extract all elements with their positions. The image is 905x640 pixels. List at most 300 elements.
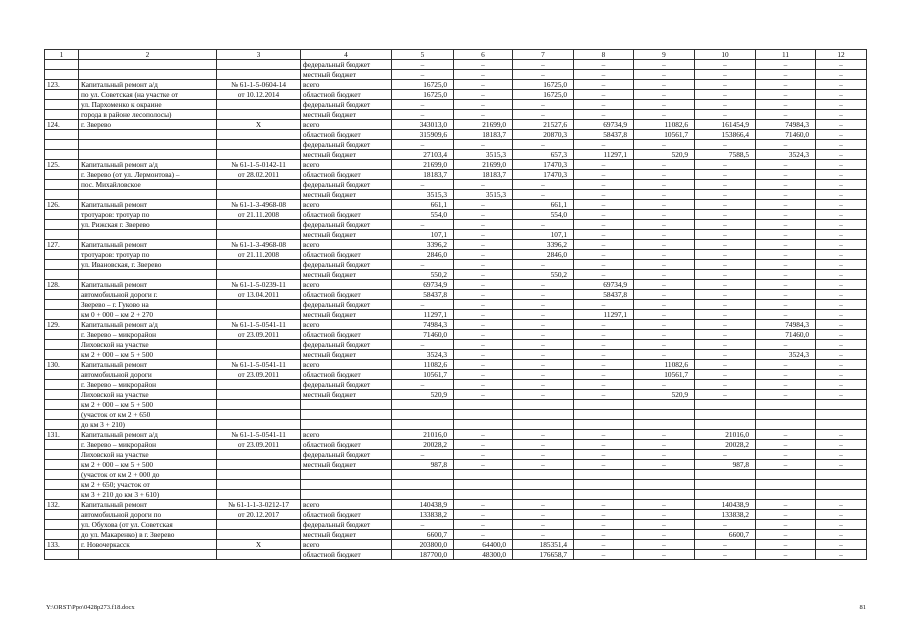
column-header: 11	[756, 50, 816, 60]
amount-cell	[816, 480, 867, 490]
funding-source-cell: областной бюджет	[301, 90, 392, 100]
amount-cell: –	[574, 270, 634, 280]
document-cell	[217, 350, 301, 360]
amount-cell: –	[695, 310, 756, 320]
row-number-cell	[45, 400, 79, 410]
row-number-cell	[45, 110, 79, 120]
amount-cell	[392, 410, 454, 420]
row-number-cell: 124.	[45, 120, 79, 130]
amount-cell: 69734,9	[574, 120, 634, 130]
amount-cell: –	[816, 450, 867, 460]
amount-cell: –	[392, 70, 454, 80]
object-name-cell: города в районе лесополосы)	[79, 110, 217, 120]
amount-cell: –	[454, 140, 513, 150]
table-row	[45, 460, 867, 470]
amount-cell: –	[513, 350, 574, 360]
amount-cell: 661,1	[513, 200, 574, 210]
amount-cell: 987,8	[695, 460, 756, 470]
amount-cell: –	[574, 70, 634, 80]
funding-source-cell: местный бюджет	[301, 350, 392, 360]
table-row	[45, 360, 867, 370]
amount-cell: –	[816, 250, 867, 260]
amount-cell: –	[574, 370, 634, 380]
amount-cell	[454, 490, 513, 500]
amount-cell: –	[513, 440, 574, 450]
row-number-cell	[45, 220, 79, 230]
amount-cell: –	[392, 110, 454, 120]
amount-cell: –	[634, 230, 695, 240]
amount-cell: –	[513, 380, 574, 390]
amount-cell: –	[634, 300, 695, 310]
file-path-footer: Y:\ORST\Ppo\0428p273.f18.docx	[46, 604, 135, 611]
document-cell: X	[217, 120, 301, 130]
row-number-cell	[45, 210, 79, 220]
amount-cell: –	[816, 340, 867, 350]
amount-cell	[574, 410, 634, 420]
amount-cell: –	[454, 390, 513, 400]
amount-cell: –	[816, 360, 867, 370]
object-name-cell: Капитальный ремонт а/д	[79, 320, 217, 330]
amount-cell: –	[695, 240, 756, 250]
object-name-cell: Капитальный ремонт	[79, 360, 217, 370]
funding-source-cell	[301, 470, 392, 480]
amount-cell: –	[756, 310, 816, 320]
document-cell: от 23.09.2011	[217, 370, 301, 380]
document-cell	[217, 530, 301, 540]
amount-cell: –	[513, 110, 574, 120]
amount-cell: –	[816, 150, 867, 160]
amount-cell	[634, 480, 695, 490]
object-name-cell: км 0 + 000 – км 2 + 270	[79, 310, 217, 320]
row-number-cell	[45, 380, 79, 390]
row-number-cell	[45, 90, 79, 100]
table-row	[45, 190, 867, 200]
object-name-cell: г. Зверево – микрорайон	[79, 330, 217, 340]
document-cell	[217, 300, 301, 310]
amount-cell: –	[816, 270, 867, 280]
document-cell	[217, 230, 301, 240]
amount-cell: –	[454, 80, 513, 90]
amount-cell: –	[574, 180, 634, 190]
funding-source-cell: всего	[301, 320, 392, 330]
funding-source-cell: областной бюджет	[301, 510, 392, 520]
row-number-cell	[45, 390, 79, 400]
amount-cell: 21699,0	[454, 160, 513, 170]
amount-cell: –	[695, 90, 756, 100]
amount-cell: –	[634, 140, 695, 150]
amount-cell: 203800,0	[392, 540, 454, 550]
amount-cell	[454, 470, 513, 480]
amount-cell: –	[816, 520, 867, 530]
amount-cell: 27103,4	[392, 150, 454, 160]
amount-cell: –	[695, 320, 756, 330]
amount-cell: –	[513, 330, 574, 340]
amount-cell: –	[816, 240, 867, 250]
funding-source-cell: федеральный бюджет	[301, 520, 392, 530]
amount-cell: 16725,0	[392, 80, 454, 90]
amount-cell: –	[634, 90, 695, 100]
amount-cell: –	[574, 90, 634, 100]
amount-cell: –	[574, 450, 634, 460]
table-row	[45, 430, 867, 440]
amount-cell: –	[574, 250, 634, 260]
amount-cell: –	[574, 140, 634, 150]
funding-source-cell: областной бюджет	[301, 130, 392, 140]
amount-cell: –	[574, 540, 634, 550]
document-cell	[217, 400, 301, 410]
column-header: 2	[79, 50, 217, 60]
table-row	[45, 480, 867, 490]
object-name-cell	[79, 70, 217, 80]
table-row	[45, 510, 867, 520]
amount-cell: –	[574, 430, 634, 440]
amount-cell: –	[756, 240, 816, 250]
amount-cell: –	[816, 220, 867, 230]
amount-cell: –	[756, 510, 816, 520]
amount-cell	[454, 420, 513, 430]
table-row	[45, 320, 867, 330]
amount-cell: –	[756, 250, 816, 260]
amount-cell: 3396,2	[392, 240, 454, 250]
amount-cell: 20028,2	[695, 440, 756, 450]
object-name-cell	[79, 140, 217, 150]
row-number-cell	[45, 140, 79, 150]
amount-cell: –	[634, 160, 695, 170]
document-cell: № 61-1-5-0541-11	[217, 430, 301, 440]
amount-cell: –	[634, 500, 695, 510]
document-cell	[217, 110, 301, 120]
amount-cell: 3515,3	[454, 150, 513, 160]
amount-cell: –	[392, 520, 454, 530]
amount-cell: 71460,0	[756, 130, 816, 140]
object-name-cell: Лиховской на участке	[79, 450, 217, 460]
object-name-cell: км 2 + 000 – км 5 + 500	[79, 460, 217, 470]
amount-cell: –	[634, 180, 695, 190]
amount-cell: –	[756, 160, 816, 170]
table-row	[45, 250, 867, 260]
row-number-cell: 127.	[45, 240, 79, 250]
amount-cell: –	[695, 450, 756, 460]
document-cell: № 61-1-1-3-0212-17	[217, 500, 301, 510]
table-row	[45, 210, 867, 220]
funding-source-cell: местный бюджет	[301, 110, 392, 120]
funding-source-cell: областной бюджет	[301, 550, 392, 560]
amount-cell: 58437,8	[392, 290, 454, 300]
document-cell: № 61-1-5-0541-11	[217, 360, 301, 370]
amount-cell: –	[756, 210, 816, 220]
amount-cell: –	[392, 300, 454, 310]
amount-cell: –	[756, 370, 816, 380]
amount-cell: –	[634, 60, 695, 70]
amount-cell: –	[454, 300, 513, 310]
amount-cell: 21016,0	[392, 430, 454, 440]
amount-cell	[513, 490, 574, 500]
table-row	[45, 310, 867, 320]
amount-cell: –	[816, 230, 867, 240]
funding-source-cell: областной бюджет	[301, 370, 392, 380]
amount-cell: –	[574, 360, 634, 370]
amount-cell: –	[634, 110, 695, 120]
object-name-cell: ул. Ивановская, г. Зверево	[79, 260, 217, 270]
row-number-cell	[45, 190, 79, 200]
funding-source-cell: федеральный бюджет	[301, 60, 392, 70]
amount-cell: –	[513, 260, 574, 270]
amount-cell: –	[513, 140, 574, 150]
amount-cell: –	[695, 220, 756, 230]
amount-cell: –	[454, 520, 513, 530]
table-row	[45, 160, 867, 170]
table-row	[45, 110, 867, 120]
amount-cell: 71460,0	[392, 330, 454, 340]
row-number-cell	[45, 420, 79, 430]
amount-cell: –	[454, 260, 513, 270]
amount-cell: –	[574, 340, 634, 350]
amount-cell: –	[574, 510, 634, 520]
amount-cell: –	[695, 170, 756, 180]
amount-cell: 520,9	[392, 390, 454, 400]
amount-cell: –	[454, 200, 513, 210]
amount-cell: –	[756, 390, 816, 400]
amount-cell: –	[816, 190, 867, 200]
row-number-cell	[45, 490, 79, 500]
document-cell	[217, 190, 301, 200]
amount-cell: 2846,0	[513, 250, 574, 260]
table-row	[45, 150, 867, 160]
amount-cell: –	[454, 180, 513, 190]
amount-cell: –	[454, 230, 513, 240]
amount-cell: –	[816, 60, 867, 70]
object-name-cell	[79, 230, 217, 240]
amount-cell: –	[634, 450, 695, 460]
amount-cell: –	[695, 270, 756, 280]
row-number-cell: 131.	[45, 430, 79, 440]
funding-source-cell: местный бюджет	[301, 70, 392, 80]
document-cell	[217, 460, 301, 470]
amount-cell: –	[756, 520, 816, 530]
amount-cell: 153866,4	[695, 130, 756, 140]
object-name-cell: автомобильной дороги г.	[79, 290, 217, 300]
document-cell	[217, 480, 301, 490]
amount-cell: –	[756, 340, 816, 350]
row-number-cell	[45, 450, 79, 460]
funding-source-cell: федеральный бюджет	[301, 300, 392, 310]
amount-cell: –	[454, 70, 513, 80]
document-cell	[217, 150, 301, 160]
object-name-cell: км 2 + 000 – км 5 + 500	[79, 400, 217, 410]
amount-cell	[695, 490, 756, 500]
amount-cell: –	[574, 200, 634, 210]
amount-cell: –	[816, 170, 867, 180]
object-name-cell: (участок от км 2 + 650	[79, 410, 217, 420]
object-name-cell	[79, 270, 217, 280]
table-row	[45, 370, 867, 380]
amount-cell: 74984,3	[392, 320, 454, 330]
amount-cell: –	[816, 200, 867, 210]
amount-cell	[695, 470, 756, 480]
amount-cell	[513, 400, 574, 410]
column-header: 8	[574, 50, 634, 60]
document-page	[44, 49, 866, 560]
funding-source-cell: областной бюджет	[301, 250, 392, 260]
column-header: 6	[454, 50, 513, 60]
row-number-cell: 123.	[45, 80, 79, 90]
amount-cell: –	[454, 250, 513, 260]
funding-source-cell: всего	[301, 120, 392, 130]
amount-cell: –	[695, 200, 756, 210]
document-cell: № 61-1-3-4968-08	[217, 240, 301, 250]
amount-cell: –	[634, 70, 695, 80]
column-header: 3	[217, 50, 301, 60]
object-name-cell: ул. Рижская г. Зверево	[79, 220, 217, 230]
amount-cell: –	[454, 430, 513, 440]
amount-cell: 10561,7	[392, 370, 454, 380]
amount-cell: –	[392, 180, 454, 190]
amount-cell: –	[574, 550, 634, 560]
funding-source-cell: областной бюджет	[301, 290, 392, 300]
row-number-cell	[45, 470, 79, 480]
amount-cell: –	[695, 80, 756, 90]
amount-cell: –	[454, 340, 513, 350]
amount-cell: –	[513, 430, 574, 440]
table-row	[45, 90, 867, 100]
funding-source-cell: всего	[301, 200, 392, 210]
table-row	[45, 260, 867, 270]
amount-cell: –	[695, 390, 756, 400]
amount-cell: –	[454, 60, 513, 70]
amount-cell: 133838,2	[695, 510, 756, 520]
funding-source-cell: местный бюджет	[301, 270, 392, 280]
amount-cell: –	[392, 100, 454, 110]
document-cell: № 61-1-5-0142-11	[217, 160, 301, 170]
amount-cell: 11082,6	[392, 360, 454, 370]
column-header: 7	[513, 50, 574, 60]
amount-cell: –	[513, 370, 574, 380]
object-name-cell	[79, 60, 217, 70]
object-name-cell	[79, 130, 217, 140]
document-cell	[217, 340, 301, 350]
amount-cell: –	[634, 510, 695, 520]
amount-cell	[756, 470, 816, 480]
amount-cell: 7588,5	[695, 150, 756, 160]
column-header: 4	[301, 50, 392, 60]
amount-cell: –	[634, 380, 695, 390]
row-number-cell	[45, 460, 79, 470]
amount-cell: 520,9	[634, 390, 695, 400]
amount-cell: –	[816, 110, 867, 120]
funding-source-cell: всего	[301, 360, 392, 370]
amount-cell: –	[454, 240, 513, 250]
amount-cell: –	[513, 390, 574, 400]
amount-cell: –	[695, 180, 756, 190]
amount-cell: –	[634, 330, 695, 340]
table-row	[45, 220, 867, 230]
document-cell	[217, 310, 301, 320]
amount-cell	[756, 480, 816, 490]
amount-cell: –	[454, 280, 513, 290]
amount-cell: –	[574, 350, 634, 360]
amount-cell: –	[695, 550, 756, 560]
amount-cell: 3396,2	[513, 240, 574, 250]
row-number-cell: 128.	[45, 280, 79, 290]
row-number-cell: 125.	[45, 160, 79, 170]
amount-cell: 17470,3	[513, 160, 574, 170]
amount-cell: 21699,0	[392, 160, 454, 170]
table-row	[45, 540, 867, 550]
document-cell	[217, 420, 301, 430]
amount-cell: –	[756, 540, 816, 550]
amount-cell: –	[513, 520, 574, 530]
amount-cell	[756, 420, 816, 430]
amount-cell: –	[756, 450, 816, 460]
object-name-cell: Капитальный ремонт а/д	[79, 160, 217, 170]
funding-source-cell: всего	[301, 80, 392, 90]
amount-cell: –	[756, 70, 816, 80]
amount-cell: –	[574, 300, 634, 310]
table-row	[45, 500, 867, 510]
amount-cell: –	[454, 90, 513, 100]
amount-cell: –	[756, 440, 816, 450]
amount-cell: 3515,3	[454, 190, 513, 200]
amount-cell: 10561,7	[634, 130, 695, 140]
document-cell	[217, 130, 301, 140]
amount-cell: –	[513, 530, 574, 540]
amount-cell: –	[513, 70, 574, 80]
amount-cell: –	[816, 140, 867, 150]
amount-cell: –	[695, 360, 756, 370]
amount-cell: –	[695, 100, 756, 110]
amount-cell: 133838,2	[392, 510, 454, 520]
row-number-cell	[45, 440, 79, 450]
amount-cell: –	[695, 260, 756, 270]
amount-cell: –	[574, 320, 634, 330]
amount-cell: –	[816, 210, 867, 220]
funding-source-cell: местный бюджет	[301, 460, 392, 470]
amount-cell: 520,9	[634, 150, 695, 160]
document-cell: № 61-1-5-0604-14	[217, 80, 301, 90]
amount-cell: –	[816, 550, 867, 560]
table-row	[45, 410, 867, 420]
amount-cell	[513, 470, 574, 480]
amount-cell: 3524,3	[756, 150, 816, 160]
funding-source-cell	[301, 410, 392, 420]
amount-cell: 16725,0	[513, 90, 574, 100]
funding-source-cell: федеральный бюджет	[301, 140, 392, 150]
row-number-cell: 133.	[45, 540, 79, 550]
amount-cell: –	[454, 510, 513, 520]
funding-source-cell: федеральный бюджет	[301, 450, 392, 460]
funding-source-cell: местный бюджет	[301, 190, 392, 200]
object-name-cell: автомобильной дороги	[79, 370, 217, 380]
amount-cell: –	[816, 440, 867, 450]
document-cell	[217, 100, 301, 110]
row-number-cell	[45, 300, 79, 310]
amount-cell	[392, 480, 454, 490]
amount-cell: –	[513, 320, 574, 330]
amount-cell: –	[756, 260, 816, 270]
amount-cell: –	[756, 110, 816, 120]
amount-cell	[816, 470, 867, 480]
amount-cell: –	[634, 350, 695, 360]
row-number-cell: 126.	[45, 200, 79, 210]
document-cell	[217, 180, 301, 190]
amount-cell: –	[574, 100, 634, 110]
amount-cell: –	[454, 330, 513, 340]
amount-cell: –	[695, 330, 756, 340]
object-name-cell: км 3 + 210 до км 3 + 610)	[79, 490, 217, 500]
amount-cell	[513, 410, 574, 420]
amount-cell: –	[634, 290, 695, 300]
row-number-cell	[45, 350, 79, 360]
